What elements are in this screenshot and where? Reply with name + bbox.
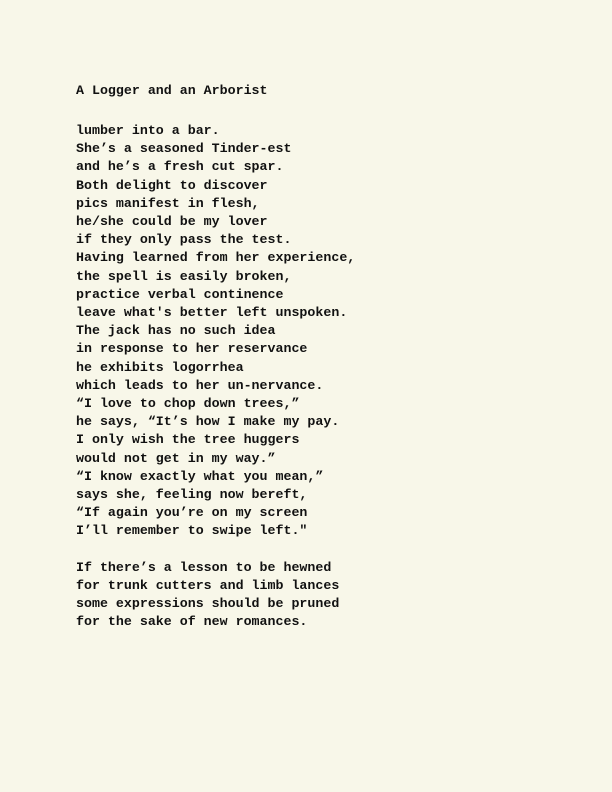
poem-body [76, 122, 596, 631]
poem-line: I only wish the tree huggers [76, 432, 300, 448]
poem-stanza [76, 122, 596, 541]
poem-line: which leads to her un-nervance. [76, 377, 324, 393]
poem-line: “I know exactly what you mean,” [76, 468, 324, 484]
poem-line: says she, feeling now bereft, [76, 487, 308, 503]
poem-line: for the sake of new romances. [76, 614, 308, 630]
poem-line: he/she could be my lover [76, 214, 268, 230]
poem-line: if they only pass the test. [76, 232, 292, 248]
poem-line: he says, “It’s how I make my pay. [76, 414, 340, 430]
poem-line: would not get in my way.” [76, 450, 276, 466]
poem-line: She’s a seasoned Tinder-est [76, 141, 292, 157]
poem-line: Having learned from her experience, [76, 250, 356, 266]
poem-line: and he’s a fresh cut spar. [76, 159, 284, 175]
poem-stanza [76, 559, 596, 632]
poem-line: practice verbal continence [76, 286, 284, 302]
poem-line: I’ll remember to swipe left." [76, 523, 308, 539]
poem-line: leave what's better left unspoken. [76, 305, 348, 321]
poem-line: in response to her reservance [76, 341, 308, 357]
poem-line: If there’s a lesson to be hewned [76, 559, 332, 575]
poem-line: “I love to chop down trees,” [76, 396, 300, 412]
poem-line: some expressions should be pruned [76, 596, 340, 612]
poem-line: lumber into a bar. [76, 123, 220, 138]
poem-line: “If again you’re on my screen [76, 505, 308, 521]
poem-line: for trunk cutters and limb lances [76, 577, 340, 593]
poem-line: The jack has no such idea [76, 323, 276, 339]
poem-title: A Logger and an Arborist [76, 83, 268, 98]
poem-line: pics manifest in flesh, [76, 195, 260, 211]
poem-line: he exhibits logorrhea [76, 359, 244, 375]
poem-line: the spell is easily broken, [76, 268, 292, 284]
poem-line: Both delight to discover [76, 177, 268, 193]
poem-page [76, 82, 596, 631]
